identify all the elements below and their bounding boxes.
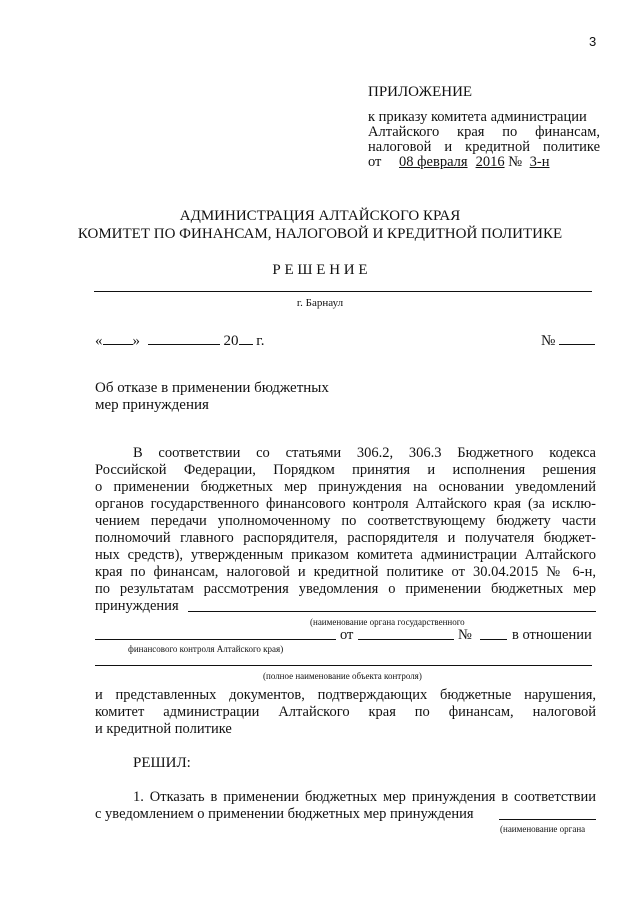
header-committee: КОМИТЕТ ПО ФИНАНСАМ, НАЛОГОВОЙ И КРЕДИТНОЙ ПОЛИТИКЕ bbox=[77, 226, 563, 242]
item1-hint: (наименование органа bbox=[500, 824, 586, 834]
body-line-2: Российской Федерации, Порядком принятия и исполнения решения bbox=[95, 462, 596, 478]
page-number: 3 bbox=[589, 34, 597, 49]
body-line-3: о применении бюджетных мер принуждения на основании уведомлений bbox=[95, 479, 596, 495]
no-fill-line bbox=[480, 639, 507, 640]
city: г. Барнаул bbox=[296, 297, 344, 309]
body-line-4: органов государственного финансового контроля Алтайского края (за исклю- bbox=[95, 496, 596, 512]
order-number: 3-н bbox=[529, 154, 550, 170]
order-year: 2016 bbox=[475, 154, 505, 170]
appendix-title: ПРИЛОЖЕНИЕ bbox=[368, 84, 473, 100]
body-org-fill-line bbox=[95, 639, 336, 640]
date-line: « » 20 г. bbox=[95, 330, 264, 349]
decision-number: № bbox=[541, 330, 595, 349]
body2-line-1: и представленных документов, подтверждающих бюджетные нарушения, bbox=[95, 687, 596, 703]
item1-fill-line bbox=[499, 819, 596, 820]
order-date: 08 февраля bbox=[399, 154, 468, 170]
coercion-label: принуждения bbox=[95, 598, 179, 614]
regarding-label: в отношении bbox=[512, 627, 592, 643]
no-label: № bbox=[458, 627, 472, 643]
body-line-1: В соответствии со статьями 306.2, 306.3 Бюджетного кодекса bbox=[133, 445, 596, 461]
from-date-fill-line bbox=[358, 639, 454, 640]
coercion-fill-line bbox=[188, 611, 596, 612]
appendix-order-line: от 08 февраля 2016 № 3-н bbox=[368, 154, 556, 170]
appendix-line-1: к приказу комитета администрации bbox=[368, 109, 587, 125]
decided-heading: РЕШИЛ: bbox=[133, 755, 191, 771]
object-fill-line bbox=[95, 665, 592, 666]
hint-fin-control: финансового контроля Алтайского края) bbox=[128, 644, 284, 654]
body-line-7: ных средств), утвержденным приказом комитета администрации Алтайского bbox=[95, 547, 596, 563]
body2-line-2: комитет администрации Алтайского края по финансам, налоговой bbox=[95, 704, 596, 720]
hint-body-org: (наименование органа государственного bbox=[310, 617, 465, 627]
item1-line-2: с уведомлением о применении бюджетных мер принуждения bbox=[95, 806, 474, 822]
header-rule bbox=[94, 291, 592, 292]
from-label: от bbox=[340, 627, 354, 643]
header-administration: АДМИНИСТРАЦИЯ АЛТАЙСКОГО КРАЯ bbox=[179, 208, 461, 224]
item1-line-1: 1. Отказать в применении бюджетных мер принуждения в соответствии bbox=[133, 789, 596, 805]
appendix-line-2: Алтайского края по финансам, bbox=[368, 124, 601, 140]
subject-line-2: мер принуждения bbox=[95, 397, 209, 413]
subject-line-1: Об отказе в применении бюджетных bbox=[95, 380, 329, 396]
appendix-line-3: налоговой и кредитной политике bbox=[368, 139, 600, 155]
body-line-9: по результатам рассмотрения уведомления о применении бюджетных мер bbox=[95, 581, 596, 597]
body-line-5: чением передачи уполномоченному по соответствующему бюджету части bbox=[95, 513, 596, 529]
body-line-8: края по финансам, налоговой и кредитной политике от 30.04.2015 № 6-н, bbox=[95, 564, 596, 580]
body2-line-3: и кредитной политике bbox=[95, 721, 232, 737]
body-line-6: полномочий главного распорядителя, распорядителя и получателя бюджет- bbox=[95, 530, 596, 546]
doc-type-title: Р Е Ш Е Н И Е bbox=[272, 262, 368, 278]
hint-object: (полное наименование объекта контроля) bbox=[263, 671, 422, 681]
